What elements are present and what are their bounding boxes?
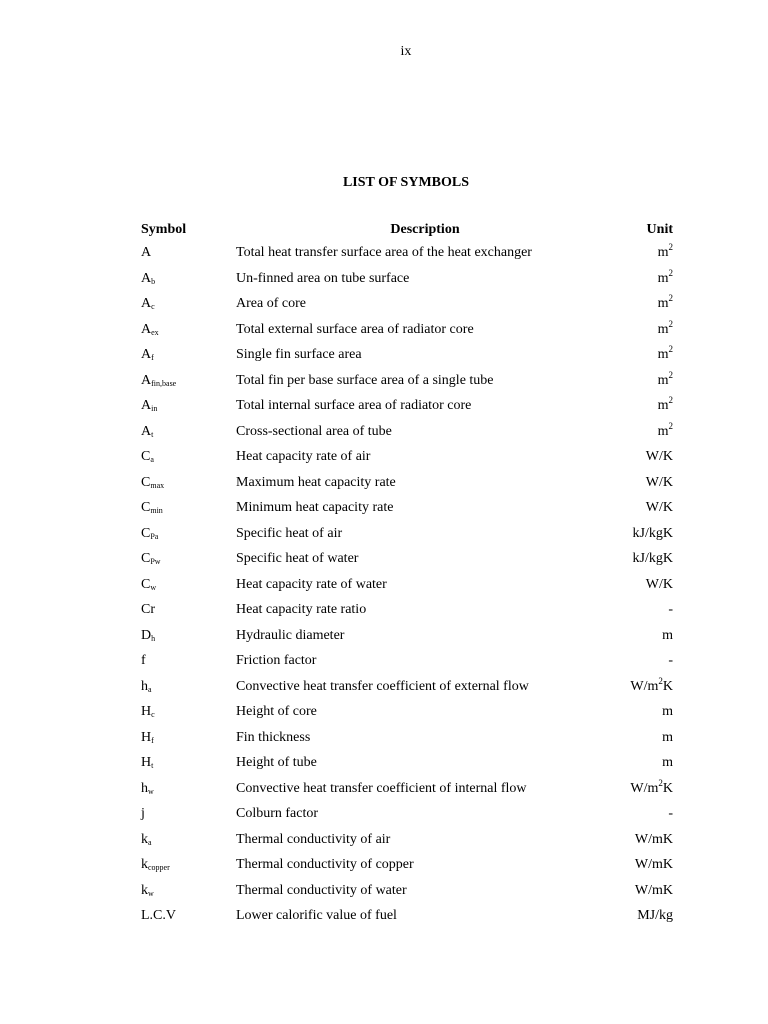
description-cell: Height of core [236,704,317,719]
unit-text: m [657,372,669,388]
symbol-subscript: max [150,480,165,490]
description-cell: Area of core [236,296,306,311]
unit-cell [668,652,673,670]
description-column-header: Description [390,222,460,237]
unit-text: m [657,423,669,439]
symbol-base: C [141,449,151,464]
unit-cell [658,244,673,262]
symbol-base: D [141,627,152,643]
table-row [0,499,768,525]
symbol-cell [141,525,158,543]
symbol-subscript: t [151,761,154,770]
table-row [0,703,768,729]
symbol-cell [141,678,152,696]
table-row [0,627,768,653]
description-cell: Hydraulic diameter [236,627,345,643]
unit-cell [662,729,673,747]
description-cell: Total external surface area of radiator core [236,321,474,337]
unit-cell [657,267,673,288]
unit-tail: K [662,678,673,694]
unit-cell [658,295,673,313]
unit-text: W/m [630,678,659,694]
unit-text: W/K [645,474,673,490]
symbols-table [0,244,768,933]
unit-cell [630,675,673,696]
unit-text: m [657,347,669,362]
symbol-base: k [141,857,148,872]
symbol-subscript: f [151,735,154,745]
symbol-base: A [141,321,152,337]
symbol-cell [141,601,155,619]
symbol-base: A [141,296,152,311]
table-row [0,318,768,347]
table-row [0,601,768,627]
description-cell: Convective heat transfer coefficient of external flow [236,678,529,694]
table-row [0,576,768,602]
symbol-cell [141,882,154,900]
unit-cell [658,397,673,415]
description-cell: Thermal conductivity of copper [236,857,414,872]
unit-text: m [657,321,669,337]
unit-superscript: 2 [668,267,673,278]
page-title: LIST OF SYMBOLS [342,175,470,190]
table-row [0,474,768,500]
symbol-cell [141,703,155,721]
symbol-subscript: a [148,837,152,847]
symbol-base: k [141,882,148,898]
unit-superscript: 2 [668,344,673,354]
unit-superscript: 2 [668,293,673,303]
symbol-cell [141,907,176,925]
table-row [0,777,768,806]
symbol-base: C [141,576,151,592]
unit-text: - [668,653,673,668]
table-row [0,882,768,908]
symbol-cell [141,474,164,492]
unit-superscript: 2 [668,318,673,329]
symbol-cell [141,423,153,441]
symbol-cell [141,550,161,568]
symbol-subscript: w [148,888,154,898]
symbol-cell [141,627,155,645]
table-row [0,420,768,449]
symbol-base: A [141,423,152,439]
description-cell: Single fin surface area [236,347,362,362]
unit-cell [635,831,673,849]
symbol-subscript: w [148,786,154,796]
unit-text: m [657,270,669,286]
symbol-subscript: copper [148,863,170,872]
symbol-base: H [141,704,152,719]
table-row [0,805,768,831]
unit-cell [668,805,673,823]
symbol-cell [141,448,154,466]
unit-text: W/mK [634,831,673,847]
description-cell: Convective heat transfer coefficient of internal flow [236,780,527,796]
unit-cell [635,856,673,874]
unit-cell [633,525,673,543]
unit-cell [668,601,673,619]
description-cell: Specific heat of air [236,525,343,541]
unit-text: MJ/kg [637,908,673,923]
symbol-cell [141,244,151,262]
unit-cell [657,318,673,339]
symbol-base: A [141,245,152,260]
symbol-base: C [141,474,151,490]
unit-text: m [662,755,673,770]
unit-cell [646,576,673,594]
symbol-subscript: h [151,633,156,643]
description-cell: Height of tube [236,755,317,770]
unit-text: m [662,729,673,745]
symbol-cell [141,805,145,823]
unit-superscript: 2 [668,395,673,405]
symbol-base: H [141,755,152,770]
table-row [0,448,768,474]
unit-cell [637,907,673,925]
symbol-cell [141,321,159,339]
description-cell: Specific heat of water [236,551,359,566]
description-cell: Total fin per base surface area of a single tube [236,372,494,388]
table-row [0,244,768,270]
unit-column-header: Unit [646,222,673,237]
symbol-base: A [141,372,152,388]
table-row [0,652,768,678]
symbol-cell [141,754,153,772]
unit-superscript: 2 [658,777,663,788]
table-row [0,369,768,398]
unit-text: - [668,806,673,821]
symbol-cell [141,576,156,594]
unit-text: kJ/kgK [632,525,673,541]
unit-text: m [662,704,673,719]
symbol-cell [141,372,176,390]
unit-cell [658,346,673,364]
unit-text: - [668,602,673,617]
description-cell: Heat capacity rate of water [236,576,387,592]
symbol-cell [141,729,154,747]
unit-cell [662,627,673,645]
symbol-subscript: Pw [150,557,161,566]
symbol-column-header: Symbol [141,222,187,237]
symbol-cell [141,780,154,798]
symbol-base: L.C.V [141,908,176,923]
unit-text: kJ/kgK [632,551,673,566]
symbol-cell [141,346,154,364]
table-row [0,295,768,321]
symbol-subscript: t [151,429,154,439]
symbol-cell [141,856,170,874]
symbol-subscript: f [151,353,154,362]
table-row [0,267,768,296]
table-row [0,525,768,551]
description-cell: Maximum heat capacity rate [236,474,396,490]
unit-text: m [662,627,673,643]
symbol-subscript: a [150,455,154,464]
unit-superscript: 2 [658,675,663,686]
unit-cell [662,754,673,772]
description-cell: Total heat transfer surface area of the heat exchanger [236,245,532,260]
unit-superscript: 2 [668,369,673,380]
description-cell: Thermal conductivity of air [236,831,391,847]
unit-cell [633,550,673,568]
symbol-base: Cr [141,602,155,617]
unit-text: W/K [645,449,673,464]
table-header [0,222,768,240]
symbol-base: C [141,551,151,566]
table-row [0,907,768,933]
unit-cell [662,703,673,721]
table-row [0,675,768,704]
unit-text: W/mK [634,857,673,872]
symbol-cell [141,295,155,313]
symbol-base: j [141,806,145,821]
unit-cell [635,882,673,900]
unit-text: m [657,245,669,260]
description-cell: Lower calorific value of fuel [236,908,397,923]
symbol-cell [141,499,163,517]
unit-text: W/K [645,500,673,515]
unit-text: W/K [645,576,673,592]
description-cell: Colburn factor [236,806,319,821]
unit-text: W/mK [634,882,673,898]
page-number: ix [400,44,412,59]
symbol-cell [141,270,155,288]
unit-cell [646,448,673,466]
symbol-base: C [141,525,151,541]
unit-cell [657,369,673,390]
unit-text: W/m [630,780,659,796]
description-cell: Minimum heat capacity rate [236,500,394,515]
description-cell: Heat capacity rate ratio [236,602,367,617]
symbol-subscript: min [150,506,163,515]
unit-superscript: 2 [668,242,673,252]
symbol-base: A [141,347,152,362]
symbol-subscript: c [151,302,155,311]
unit-tail: K [662,780,673,796]
description-cell: Cross-sectional area of tube [236,423,392,439]
unit-cell [646,474,673,492]
table-row [0,550,768,576]
table-row [0,856,768,882]
symbol-base: k [141,831,148,847]
description-cell: Fin thickness [236,729,311,745]
table-row [0,397,768,423]
table-row [0,346,768,372]
symbol-base: A [141,270,152,286]
unit-cell [630,777,673,798]
symbol-base: h [141,780,148,796]
description-cell: Un-finned area on tube surface [236,270,410,286]
symbol-subscript: Pa [150,531,159,541]
unit-superscript: 2 [668,420,673,431]
description-cell: Heat capacity rate of air [236,449,371,464]
table-row [0,729,768,755]
symbol-base: H [141,729,152,745]
symbol-cell [141,397,157,415]
unit-text: m [657,296,669,311]
symbol-base: C [141,500,151,515]
symbol-subscript: b [151,276,156,286]
unit-cell [657,420,673,441]
symbol-cell [141,652,146,670]
symbol-subscript: ex [151,327,159,337]
symbol-subscript: c [151,710,155,719]
description-cell: Thermal conductivity of water [236,882,407,898]
symbol-base: f [141,653,146,668]
symbol-subscript: fin,base [151,378,177,388]
table-row [0,831,768,857]
description-cell: Total internal surface area of radiator core [236,398,472,413]
symbol-base: A [141,398,152,413]
symbol-base: h [141,678,148,694]
description-cell: Friction factor [236,653,317,668]
symbol-subscript: w [150,582,157,592]
symbol-subscript: a [148,684,152,694]
table-row [0,754,768,780]
symbol-subscript: in [151,404,158,413]
unit-text: m [657,398,669,413]
symbol-cell [141,831,152,849]
unit-cell [646,499,673,517]
